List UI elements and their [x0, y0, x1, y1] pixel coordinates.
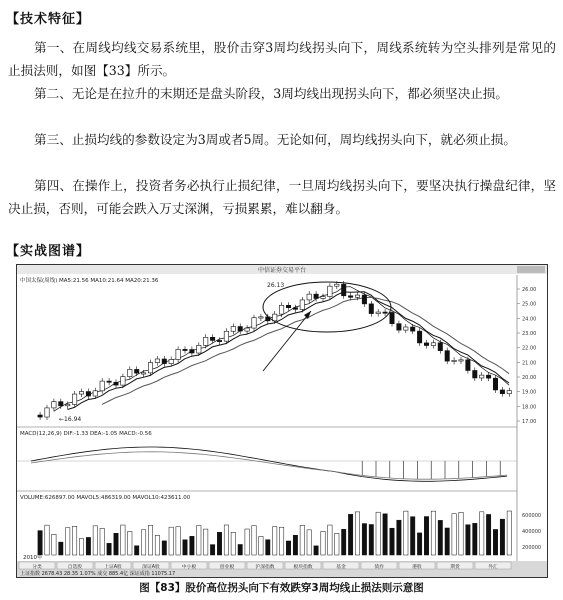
- candle-body: [390, 312, 394, 323]
- volume-bar: [266, 540, 270, 555]
- candle-body: [86, 392, 90, 396]
- volume-bar: [176, 527, 180, 555]
- volume-bar: [459, 512, 463, 555]
- volume-bar: [335, 533, 339, 555]
- bottom-tab-label: 深证A股: [142, 565, 160, 570]
- bottom-tab-label: 板块指数: [293, 565, 313, 570]
- volume-bar: [286, 541, 290, 555]
- volume-bar: [79, 539, 83, 555]
- volume-bar: [273, 527, 277, 555]
- candle-body: [238, 327, 242, 332]
- candle-body: [486, 375, 490, 378]
- market-info-bar: 上证指数 2678.43 28.35 1.07% 成交 885.4亿 深证成指 11075.17: [20, 571, 176, 577]
- volume-bar: [300, 525, 304, 555]
- volume-bar: [473, 523, 477, 555]
- volume-bar: [259, 536, 263, 555]
- volume-bar: [369, 524, 373, 555]
- volume-bar: [397, 520, 401, 555]
- candle-body: [342, 284, 346, 296]
- dea-line: [31, 452, 507, 479]
- volume-bar: [383, 514, 387, 555]
- volume-bar: [404, 511, 408, 555]
- candle-body: [121, 377, 125, 385]
- volume-bar: [100, 528, 104, 555]
- volume-bar: [141, 530, 145, 555]
- bottom-tab-label: 基金: [336, 565, 346, 570]
- volume-axis-tick: 400000: [522, 529, 542, 535]
- candle-body: [300, 300, 304, 309]
- candle-body: [273, 314, 277, 321]
- paragraph-4: 第四、在操作上，投资者务必执行止损纪律，一旦周均线拐头向下，要坚决执行操盘纪律，坚决止损，否则，可能会跌入万丈深渊，亏损累累，难以翻身。: [8, 178, 556, 216]
- price-legend: 中国太保(周线) MA5:21.56 MA10:21.64 MA20:21.36: [20, 278, 159, 284]
- volume-bar: [348, 514, 352, 555]
- candle-body: [459, 360, 463, 361]
- volume-bar: [362, 524, 366, 555]
- candle-body: [38, 415, 42, 417]
- price-axis-tick: 23.00: [522, 331, 537, 337]
- volume-bar: [121, 525, 125, 555]
- candle-body: [162, 359, 166, 364]
- volume-bar: [480, 512, 484, 555]
- candle-body: [66, 404, 70, 405]
- bottom-tab-label: 中小板: [181, 565, 197, 570]
- candle-body: [245, 328, 249, 331]
- volume-bar: [231, 532, 235, 555]
- candle-body: [307, 294, 311, 300]
- candle-body: [424, 343, 428, 346]
- volume-bar: [224, 525, 228, 555]
- candle-body: [328, 286, 332, 296]
- volume-bar: [38, 531, 42, 555]
- candle-body: [404, 327, 408, 330]
- bottom-tab-label: 分类: [32, 565, 42, 570]
- bottom-tab-label: 上证A股: [104, 565, 122, 570]
- candle-body: [438, 343, 442, 351]
- candle-body: [45, 408, 49, 417]
- volume-bar: [424, 517, 428, 555]
- volume-bar: [197, 526, 201, 555]
- candle-body: [259, 317, 263, 318]
- paragraph-3: 第三、止损均线的参数设定为3周或者5周。无论如何，周均线拐头向下，就必须止损。: [34, 132, 516, 147]
- candle-body: [231, 327, 235, 332]
- volume-bar: [183, 540, 187, 555]
- candle-body: [348, 296, 352, 298]
- price-axis-tick: 17.00: [522, 419, 537, 425]
- candle-body: [362, 295, 366, 304]
- volume-bar: [507, 511, 511, 555]
- volume-bar: [279, 527, 283, 555]
- price-axis-tick: 26.00: [522, 287, 537, 293]
- price-axis-tick: 25.00: [522, 301, 537, 308]
- candle-body: [286, 305, 290, 307]
- volume-bar: [486, 514, 490, 555]
- candle-body: [183, 349, 187, 350]
- paragraph-1: 第一、在周线均线交易系统里，股价击穿3周均线拐头向下，周线系统转为空头排列是常见的止损法则，如图【33】所示。: [8, 40, 556, 78]
- volume-bar: [452, 514, 456, 555]
- volume-legend: VOLUME:626897.00 MAVOL5:486319.00 MAVOL10:423611.00: [20, 495, 191, 501]
- candle-body: [293, 308, 297, 310]
- candle-body: [355, 295, 359, 297]
- price-axis-tick: 20.00: [522, 375, 537, 381]
- volume-bar: [169, 527, 173, 555]
- volume-bar: [252, 526, 256, 555]
- price-axis-tick: 22.00: [522, 345, 537, 352]
- candle-body: [155, 359, 159, 363]
- volume-bar: [93, 526, 97, 555]
- candle-body: [190, 350, 194, 353]
- volume-bar: [162, 541, 166, 555]
- volume-bar: [500, 519, 504, 555]
- volume-bar: [314, 546, 318, 555]
- volume-bar: [86, 537, 90, 555]
- year-label: 2010年: [23, 555, 43, 561]
- volume-bar: [52, 534, 56, 555]
- bottom-tab-label: 沪深指数: [255, 565, 275, 570]
- candle-body: [224, 331, 228, 341]
- volume-bar: [466, 525, 470, 555]
- figure-caption: 图【83】股价高位拐头向下有效跌穿3周均线止损法则示意图: [139, 582, 424, 594]
- volume-bar: [328, 525, 332, 555]
- candle-body: [500, 390, 504, 394]
- bottom-tab-label: 创业板: [219, 565, 235, 570]
- volume-bar: [390, 528, 394, 555]
- stock-chart-screenshot: [16, 264, 548, 578]
- candle-body: [72, 394, 76, 404]
- candle-body: [417, 331, 421, 343]
- volume-bar: [417, 533, 421, 555]
- price-axis-tick: 19.00: [522, 389, 537, 396]
- volume-bar: [445, 528, 449, 555]
- volume-bar: [293, 535, 297, 555]
- candle-body: [204, 337, 208, 345]
- volume-bar: [238, 544, 242, 555]
- candle-body: [507, 391, 511, 394]
- high-price-label: 26.13: [267, 282, 285, 289]
- candle-body: [411, 327, 415, 331]
- bottom-tab-label: 港股: [412, 565, 422, 570]
- volume-bar: [114, 533, 118, 555]
- macd-legend: MACD(12,26,9) DIF:-1.33 DEA:-1.05 MACD:-0.56: [20, 431, 152, 437]
- volume-bar: [59, 542, 63, 555]
- volume-bar: [204, 529, 208, 555]
- volume-axis-tick: 200000: [522, 545, 542, 551]
- candle-body: [197, 345, 201, 353]
- candle-body: [176, 349, 180, 359]
- volume-bar: [307, 530, 311, 555]
- practical-chart-heading: 【实战图谱】: [6, 244, 91, 259]
- candle-body: [335, 284, 339, 286]
- candle-body: [93, 391, 97, 396]
- volume-bar: [148, 525, 152, 555]
- chart-header-title: 中信证券交易平台: [257, 267, 307, 274]
- volume-bar: [438, 520, 442, 555]
- candle-body: [148, 363, 152, 373]
- candle-body: [376, 312, 380, 314]
- candle-body: [480, 375, 484, 378]
- volume-bar: [66, 528, 70, 555]
- volume-bar: [190, 536, 194, 555]
- candle-body: [141, 373, 145, 374]
- volume-bar: [355, 512, 359, 555]
- candle-body: [210, 337, 214, 340]
- volume-bar: [217, 532, 221, 555]
- bottom-tab-label: 期货: [450, 565, 460, 570]
- price-axis-tick: 24.00: [522, 316, 537, 323]
- candle-body: [314, 294, 318, 298]
- candle-body: [397, 324, 401, 330]
- candle-body: [383, 312, 387, 313]
- volume-bar: [411, 517, 415, 555]
- volume-bar: [321, 531, 325, 555]
- volume-bar: [431, 511, 435, 555]
- candle-body: [252, 318, 256, 328]
- candle-body: [52, 402, 56, 408]
- candle-body: [128, 369, 132, 376]
- candle-body: [321, 297, 325, 299]
- candle-body: [217, 340, 221, 341]
- candle-body: [169, 359, 173, 363]
- dif-line: [31, 447, 507, 481]
- volume-bar: [342, 529, 346, 555]
- candle-body: [100, 381, 104, 391]
- volume-bar: [128, 531, 132, 555]
- low-price-label: ←16.94: [59, 416, 82, 423]
- window-controls[interactable]: [517, 266, 545, 273]
- bottom-tab-label: 债券: [374, 565, 384, 570]
- bottom-tab-label: 外汇: [488, 565, 498, 570]
- candle-body: [493, 378, 497, 390]
- paragraph-2: 第二、无论是在拉升的末期还是盘头阶段，3周均线出现拐头向下，都必须坚决止损。: [34, 86, 508, 101]
- volume-bar: [155, 535, 159, 555]
- candle-body: [107, 381, 111, 382]
- candle-body: [452, 360, 456, 361]
- price-axis-tick: 18.00: [522, 404, 537, 411]
- candle-body: [445, 351, 449, 361]
- candle-body: [473, 370, 477, 377]
- volume-bar: [72, 526, 76, 555]
- candle-body: [79, 392, 83, 395]
- candle-body: [369, 304, 373, 314]
- bottom-tab-label: 自选股: [67, 565, 83, 570]
- volume-axis-tick: 600000: [522, 513, 542, 519]
- volume-bar: [107, 543, 111, 555]
- candle-body: [431, 343, 435, 346]
- candle-body: [466, 360, 470, 371]
- candle-body: [114, 382, 118, 385]
- candle-body: [279, 305, 283, 314]
- volume-bar: [245, 529, 249, 555]
- volume-bar: [135, 546, 139, 555]
- price-axis-tick: 21.00: [522, 360, 537, 367]
- technical-features-heading: 【技术特征】: [6, 12, 91, 27]
- volume-bar: [493, 529, 497, 555]
- volume-bar: [376, 512, 380, 555]
- volume-bar: [45, 525, 49, 555]
- volume-bar: [210, 545, 214, 555]
- candle-body: [135, 369, 139, 373]
- candle-body: [59, 402, 63, 406]
